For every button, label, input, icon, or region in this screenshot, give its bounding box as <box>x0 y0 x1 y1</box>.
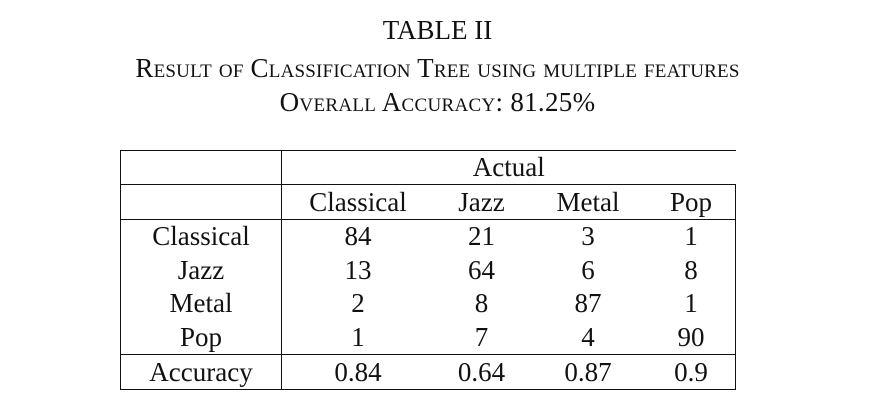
table-row <box>121 254 736 288</box>
table-row <box>121 321 736 355</box>
accuracy-row <box>121 355 736 390</box>
table-cell: 0.84 <box>282 355 435 390</box>
corner-cell <box>121 151 282 185</box>
table-cell: 64 <box>468 254 495 285</box>
table-cell: 1 <box>351 321 365 352</box>
table-cell: 90 <box>647 321 736 355</box>
col-header-metal: Metal <box>529 185 647 220</box>
table-cell: 13 <box>344 254 372 285</box>
row-label-accuracy: Accuracy <box>121 355 282 390</box>
row-header-blank <box>121 185 282 220</box>
row-label-pop: Pop <box>121 321 282 355</box>
table-cell: 4 <box>581 321 595 352</box>
table-cell: 3 <box>581 221 595 252</box>
table-cell: 1 <box>647 287 736 321</box>
table-title: Result of Classification Tree using multiple features <box>135 53 740 83</box>
table-cell: 8 <box>647 254 736 288</box>
table-cell: 7 <box>474 321 489 352</box>
row-label-classical: Classical <box>121 220 282 254</box>
table-row <box>121 287 736 321</box>
table-cell: 21 <box>468 221 495 252</box>
table-cell: 0.9 <box>647 355 736 390</box>
overall-accuracy: Overall Accuracy: 81.25% <box>279 87 596 117</box>
table-cell: 84 <box>344 221 372 252</box>
table-row <box>121 220 736 254</box>
row-label-metal: Metal <box>121 287 282 321</box>
table-cell: 0.87 <box>529 355 647 390</box>
table-cell: 6 <box>581 254 595 285</box>
row-label-jazz: Jazz <box>121 254 282 288</box>
confusion-matrix-table <box>120 150 736 390</box>
actual-group-header: Actual <box>282 151 736 185</box>
table-cell: 8 <box>474 288 489 319</box>
table-cell: 2 <box>351 288 365 319</box>
table-cell: 87 <box>574 288 602 319</box>
table-cell: 0.64 <box>434 355 529 390</box>
table-cell: 1 <box>647 220 736 254</box>
col-header-classical: Classical <box>282 185 435 220</box>
table-label: TABLE II <box>382 15 493 45</box>
col-header-pop: Pop <box>647 185 736 220</box>
col-header-jazz: Jazz <box>434 185 529 220</box>
